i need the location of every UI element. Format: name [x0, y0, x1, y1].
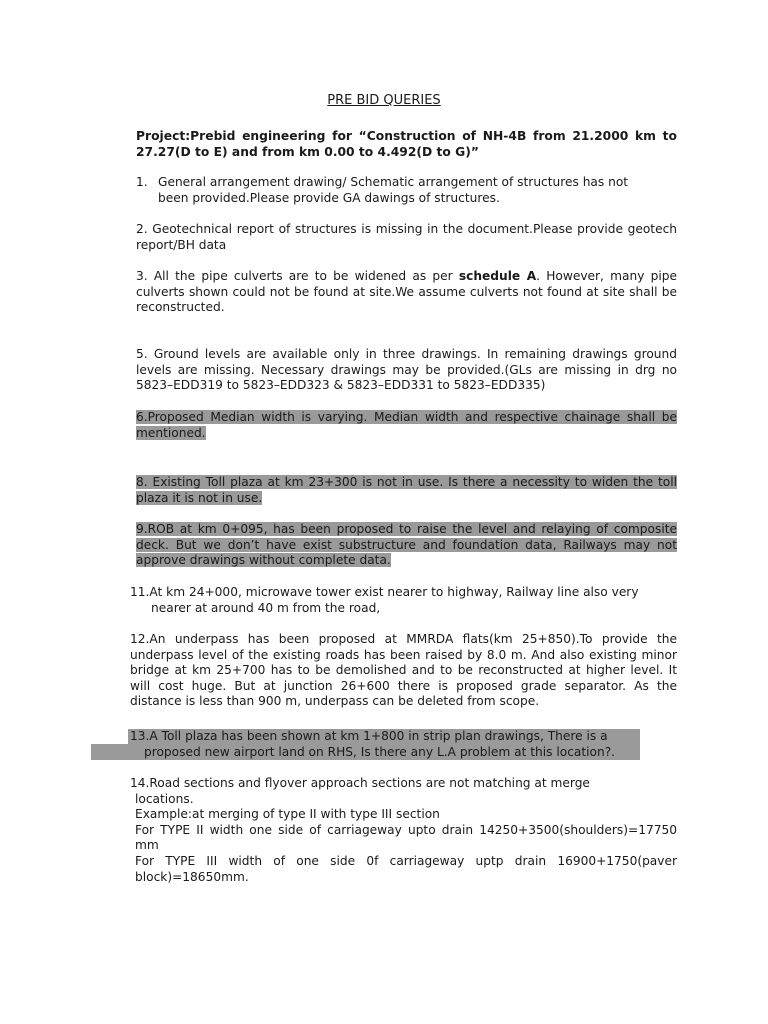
query-8-highlight: 8. Existing Toll plaza at km 23+300 is not in use. Is there a necessity to widen the toll plaza it is not in use. [136, 475, 677, 505]
query-8 [136, 475, 677, 506]
query-6-highlight: 6.Proposed Median width is varying. Median width and respective chainage shall be mentioned. [136, 410, 677, 440]
query-12: 12.An underpass has been proposed at MMRDA flats(km 25+850).To provide the underpass level of the existing roads has been raised by 8.0 m. And also existing minor bridge at km 25+700 has to be demolished and to be reconstructed at higher level. It will cost huge. But at junction 26+600 there is proposed grade separator. As the distance is less than 900 m, underpass can be deleted from scope. [130, 632, 677, 709]
query-9-highlight: 9.ROB at km 0+095, has been proposed to raise the level and relaying of composite deck. But we don’t have exist substructure and foundation data, Railways may not approve drawings without complete data. [136, 522, 677, 568]
query-3 [136, 269, 677, 316]
query-13-line-1: 13.A Toll plaza has been shown at km 1+800 in strip plan drawings, There is a [130, 729, 608, 743]
query-14-line-2: locations. [135, 791, 194, 806]
query-1-line-2: been provided.Please provide GA dawings of structures. [158, 190, 500, 205]
query-1-number: 1. [136, 175, 148, 189]
query-6 [136, 410, 677, 441]
query-3-text-a: 3. All the pipe culverts are to be widened as per [136, 269, 459, 283]
query-11 [130, 585, 677, 616]
query-9 [136, 522, 677, 569]
document-title: PRE BID QUERIES [327, 93, 441, 108]
query-14-type-iii: For TYPE III width of one side 0f carriageway uptp drain 16900+1750(paver block)=18650mm. [135, 853, 677, 884]
query-14-example: Example:at merging of type II with type III section [135, 807, 440, 822]
query-14 [130, 776, 677, 885]
project-heading: Project:Prebid engineering for “Construction of NH-4B from 21.2000 km to 27.27(D to E) and from km 0.00 to 4.492(D to G)” [136, 129, 677, 159]
query-1 [136, 175, 677, 206]
query-1-line-1: General arrangement drawing/ Schematic arrangement of structures has not [158, 175, 629, 189]
query-3-schedule-ref: schedule A [458, 269, 537, 283]
query-14-type-ii: For TYPE II width one side of carriageway upto drain 14250+3500(shoulders)=17750 mm [135, 822, 677, 853]
query-11-line-1: 11.At km 24+000, microwave tower exist nearer to highway, Railway line also very [130, 585, 639, 599]
query-13 [130, 729, 640, 760]
query-3-text-b: . However, many pipe culverts shown could not be found at site.We assume culverts not found at site shall be reconstructed. [136, 269, 677, 315]
query-13-line-2: proposed new airport land on RHS, Is there any L.A problem at this location?. [144, 744, 616, 759]
query-14-line-1: 14.Road sections and flyover approach sections are not matching at merge [130, 776, 590, 790]
query-11-line-2: nearer at around 40 m from the road, [151, 600, 381, 615]
query-2: 2. Geotechnical report of structures is missing in the document.Please provide geotech report/BH data [136, 222, 677, 252]
query-5: 5. Ground levels are available only in three drawings. In remaining drawings ground levels are missing. Necessary drawings may be provided.(GLs are missing in drg no 5823–EDD319 to 5823–EDD323 & 5823–EDD331 to 5823–EDD335) [136, 347, 677, 393]
